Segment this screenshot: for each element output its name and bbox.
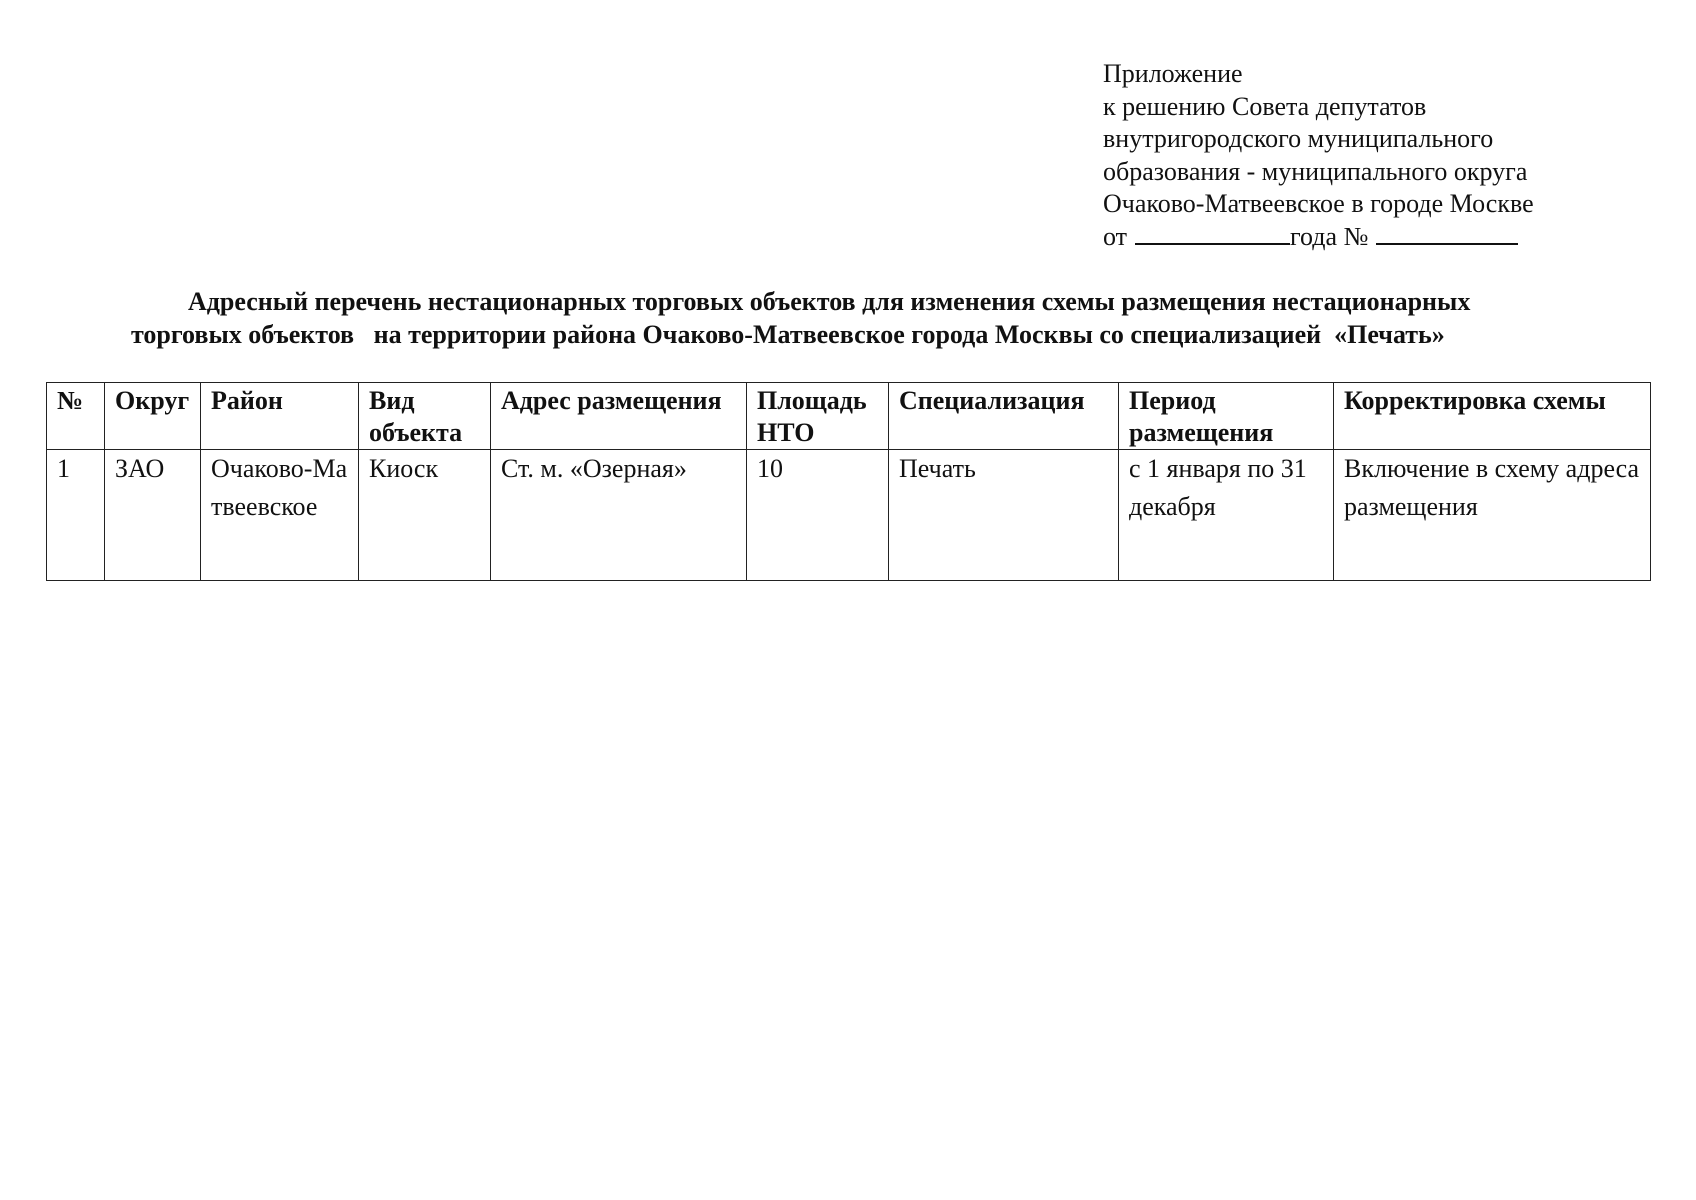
header-object-type: Вид объекта — [359, 383, 491, 450]
header-district: Округ — [105, 383, 201, 450]
cell-object-type: Киоск — [359, 450, 491, 581]
number-blank-field — [1376, 221, 1518, 245]
objects-table — [46, 382, 1651, 581]
header-period: Период размещения — [1119, 383, 1334, 450]
appendix-block — [1103, 58, 1534, 254]
cell-period: с 1 января по 31 декабря — [1119, 450, 1334, 581]
header-specialization: Специализация — [889, 383, 1119, 450]
cell-district: ЗАО — [105, 450, 201, 581]
cell-number: 1 — [47, 450, 105, 581]
appendix-line: внутригородского муниципального — [1103, 124, 1494, 154]
date-prefix: от — [1103, 221, 1128, 251]
appendix-line: Очаково-Матвеевское в городе Москве — [1103, 189, 1534, 219]
document-title-line-1: Адресный перечень нестационарных торговых объектов для изменения схемы размещения нестационарных — [188, 287, 1471, 316]
document-title-line-2: торговых объектов на территории района Очаково-Матвеевское города Москвы со специализацией «Печать» — [131, 320, 1445, 349]
header-number: № — [47, 383, 105, 450]
table-row — [47, 450, 1651, 581]
header-size: Площадь НТО — [747, 383, 889, 450]
appendix-line: образования - муниципального округа — [1103, 156, 1528, 186]
header-correction: Корректировка схемы — [1334, 383, 1651, 450]
header-address: Адрес размещения — [491, 383, 747, 450]
cell-correction: Включение в схему адреса размещения — [1334, 450, 1651, 581]
header-area: Район — [201, 383, 359, 450]
cell-area: Очаково-Матвеевское — [201, 450, 359, 581]
appendix-date-line — [1103, 221, 1534, 254]
date-blank-field — [1135, 221, 1290, 245]
cell-address: Ст. м. «Озерная» — [491, 450, 747, 581]
appendix-line: Приложение — [1103, 59, 1243, 88]
table-header-row — [47, 383, 1651, 450]
cell-size: 10 — [747, 450, 889, 581]
document-title — [80, 285, 1640, 351]
date-suffix: года № — [1290, 221, 1369, 251]
cell-specialization: Печать — [889, 450, 1119, 581]
appendix-line: к решению Совета депутатов — [1103, 91, 1427, 121]
